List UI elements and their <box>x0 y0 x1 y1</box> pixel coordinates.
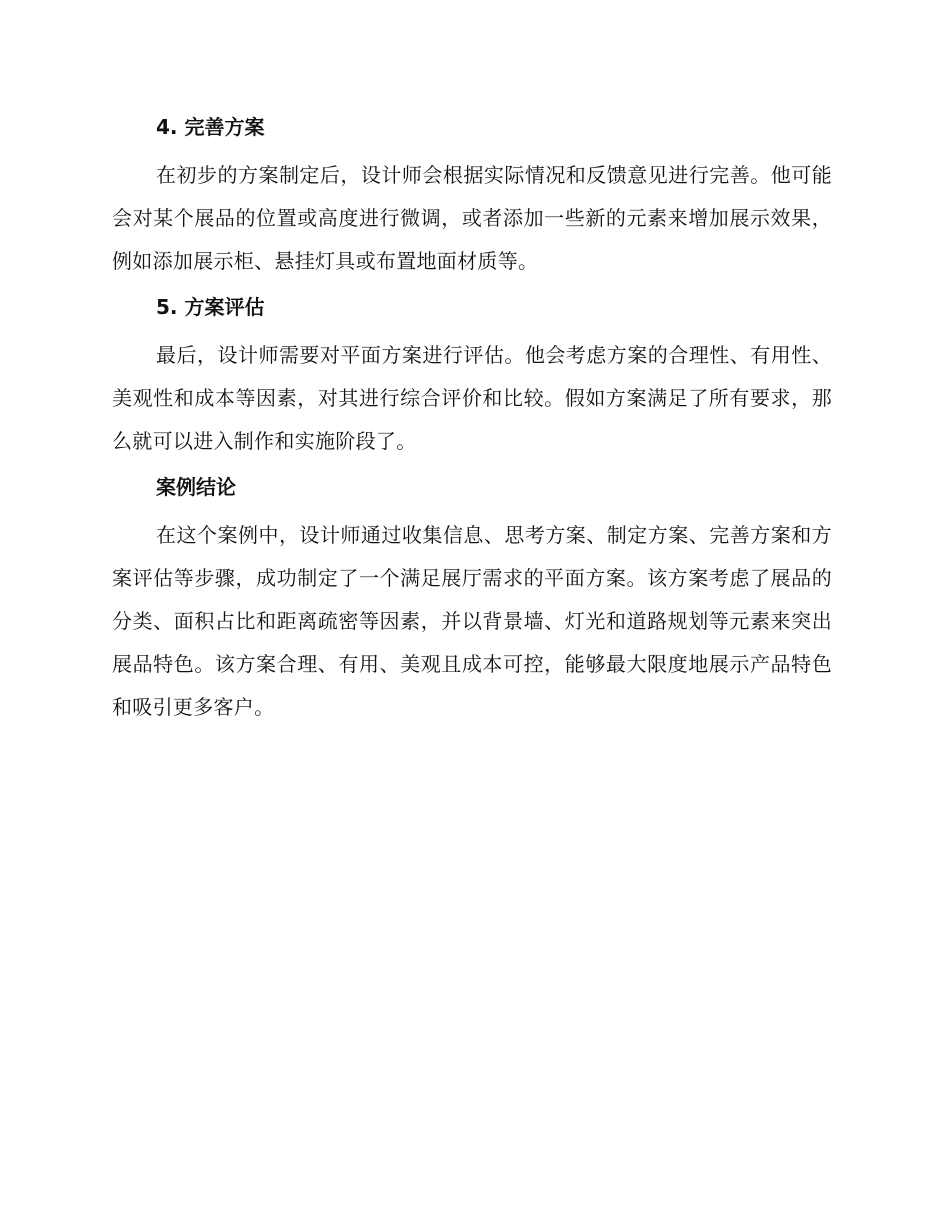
section-paragraph: 最后，设计师需要对平面方案进行评估。他会考虑方案的合理性、有用性、美观性和成本等因素，对其进行综合评价和比较。假如方案满足了所有要求，那么就可以进入制作和实施阶段了。 <box>112 343 832 453</box>
section-paragraph: 在这个案例中，设计师通过收集信息、思考方案、制定方案、完善方案和方案评估等步骤，成功制定了一个满足展厅需求的平面方案。该方案考虑了展品的分类、面积占比和距离疏密等因素，并以背景墙、灯光和道路规划等元素来突出展品特色。该方案合理、有用、美观且成本可控，能够最大限度地展示产品特色和吸引更多客户。 <box>112 523 832 719</box>
section-heading: 案例结论 <box>156 475 236 499</box>
section-paragraph: 在初步的方案制定后，设计师会根据实际情况和反馈意见进行完善。他可能会对某个展品的位置或高度进行微调，或者添加一些新的元素来增加展示效果，例如添加展示柜、悬挂灯具或布置地面材质等。 <box>112 163 832 273</box>
section-case-conclusion <box>112 472 832 729</box>
section-heading: 5. 方案评估 <box>156 295 265 319</box>
section-refine-plan <box>112 112 832 283</box>
section-plan-evaluation <box>112 292 832 463</box>
section-heading: 4. 完善方案 <box>156 115 265 139</box>
